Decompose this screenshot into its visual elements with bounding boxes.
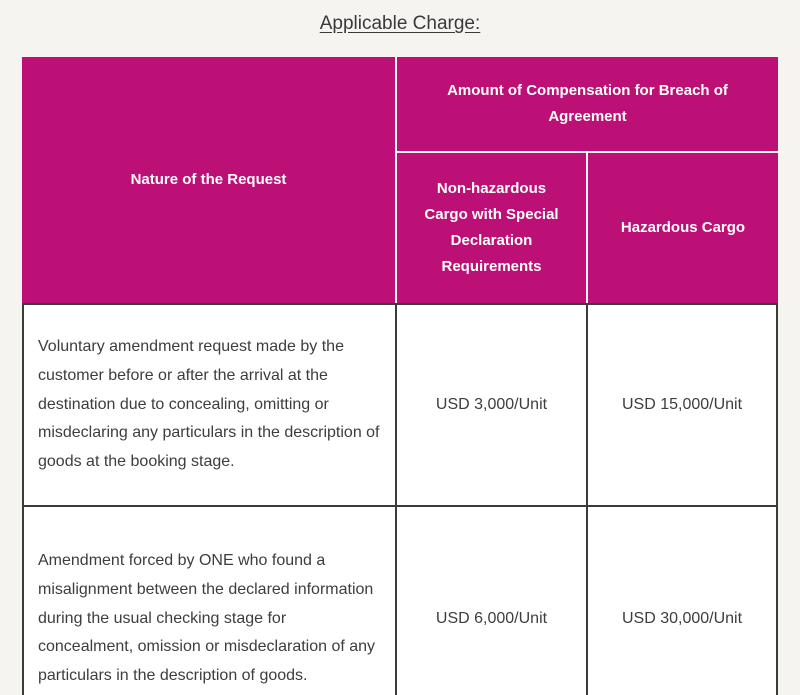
- header-cell-nature-of-request: Nature of the Request: [22, 57, 397, 303]
- charges-table-header: [22, 57, 778, 303]
- charge-cell-hazardous: USD 30,000/Unit: [588, 507, 778, 695]
- charge-cell-hazardous: USD 15,000/Unit: [588, 303, 778, 507]
- nature-cell-forced-amendment: Amendment forced by ONE who found a misalignment between the declared information during the usual checking stage for concealment, omission or misdeclaration of any particulars in the description of goods.: [22, 507, 397, 695]
- charge-cell-non-hazardous: USD 3,000/Unit: [397, 303, 588, 507]
- header-row-top: [22, 57, 778, 151]
- header-cell-hazardous: Hazardous Cargo: [588, 151, 778, 303]
- header-cell-compensation: Amount of Compensation for Breach of Agreement: [397, 57, 778, 151]
- charges-table-body: [22, 303, 778, 695]
- nature-cell-voluntary-amendment: Voluntary amendment request made by the customer before or after the arrival at the destination due to concealing, omitting or misdeclaring any particulars in the description of goods at the booking stage.: [22, 303, 397, 507]
- header-cell-non-hazardous: Non-hazardous Cargo with Special Declaration Requirements: [397, 151, 588, 303]
- table-row: [22, 507, 778, 695]
- page-title: Applicable Charge:: [319, 13, 481, 34]
- table-row: [22, 303, 778, 507]
- charges-table: [22, 57, 778, 695]
- charge-cell-non-hazardous: USD 6,000/Unit: [397, 507, 588, 695]
